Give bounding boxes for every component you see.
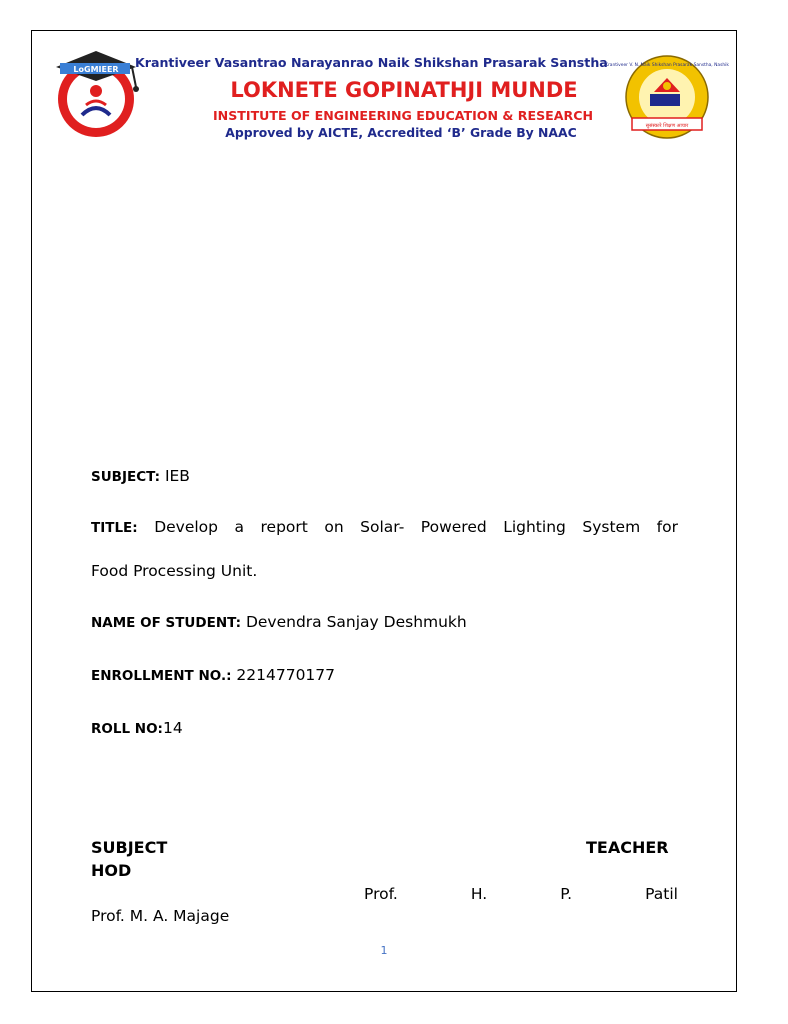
student-name-value: Devendra Sanjay Deshmukh: [245, 613, 467, 631]
roll-line: [91, 718, 678, 739]
enrollment-label: ENROLLMENT NO.:: [91, 668, 232, 684]
student-name-line: [91, 612, 678, 633]
institute-name: INSTITUTE OF ENGINEERING EDUCATION & RESEARCH: [213, 108, 593, 123]
page-number: 1: [380, 944, 388, 957]
enrollment-line: [91, 665, 678, 686]
teacher-name-part: Patil: [645, 885, 678, 903]
enrollment-value: 2214770177: [236, 666, 336, 684]
teacher-signature-label: TEACHER: [586, 838, 669, 857]
title-label: TITLE:: [91, 520, 138, 536]
subject-line: [91, 466, 678, 487]
title-value-line2: Food Processing Unit.: [91, 562, 258, 580]
hod-signature-label: HOD: [91, 861, 132, 880]
subject-label: SUBJECT:: [91, 469, 160, 485]
sanstha-emblem-icon: [605, 54, 729, 140]
teacher-name: [364, 884, 678, 904]
hod-name: Prof. M. A. Majage: [91, 907, 230, 925]
teacher-name-part: Prof.: [364, 885, 398, 903]
society-name: Krantiveer Vasantrao Narayanrao Naik Shikshan Prasarak Sanstha: [135, 55, 608, 70]
letterhead: [0, 0, 768, 150]
title-line: [91, 517, 678, 538]
logo-left-text: LoGMIEER: [73, 65, 119, 74]
logo-right-text: Krantiveer V. N. Naik Shikshan Prasarak Sanstha, Nashik: [605, 63, 729, 68]
emblem-motto-text: सुसंस्कारे शिक्षण आचार: [645, 123, 689, 129]
teacher-name-part: H.: [470, 885, 488, 903]
subject-value: IEB: [164, 467, 190, 485]
approval-line: Approved by AICTE, Accredited ‘B’ Grade By NAAC: [225, 125, 577, 140]
roll-value: 14: [162, 719, 183, 737]
college-name: LOKNETE GOPINATHJI MUNDE: [230, 78, 578, 102]
title-value-line1: Develop a report on Solar- Powered Lighting System for: [154, 518, 678, 536]
subject-signature-label: SUBJECT: [91, 838, 168, 857]
roll-label: ROLL NO:: [91, 721, 163, 737]
teacher-name-part: P.: [560, 885, 573, 903]
student-name-label: NAME OF STUDENT:: [91, 615, 241, 631]
